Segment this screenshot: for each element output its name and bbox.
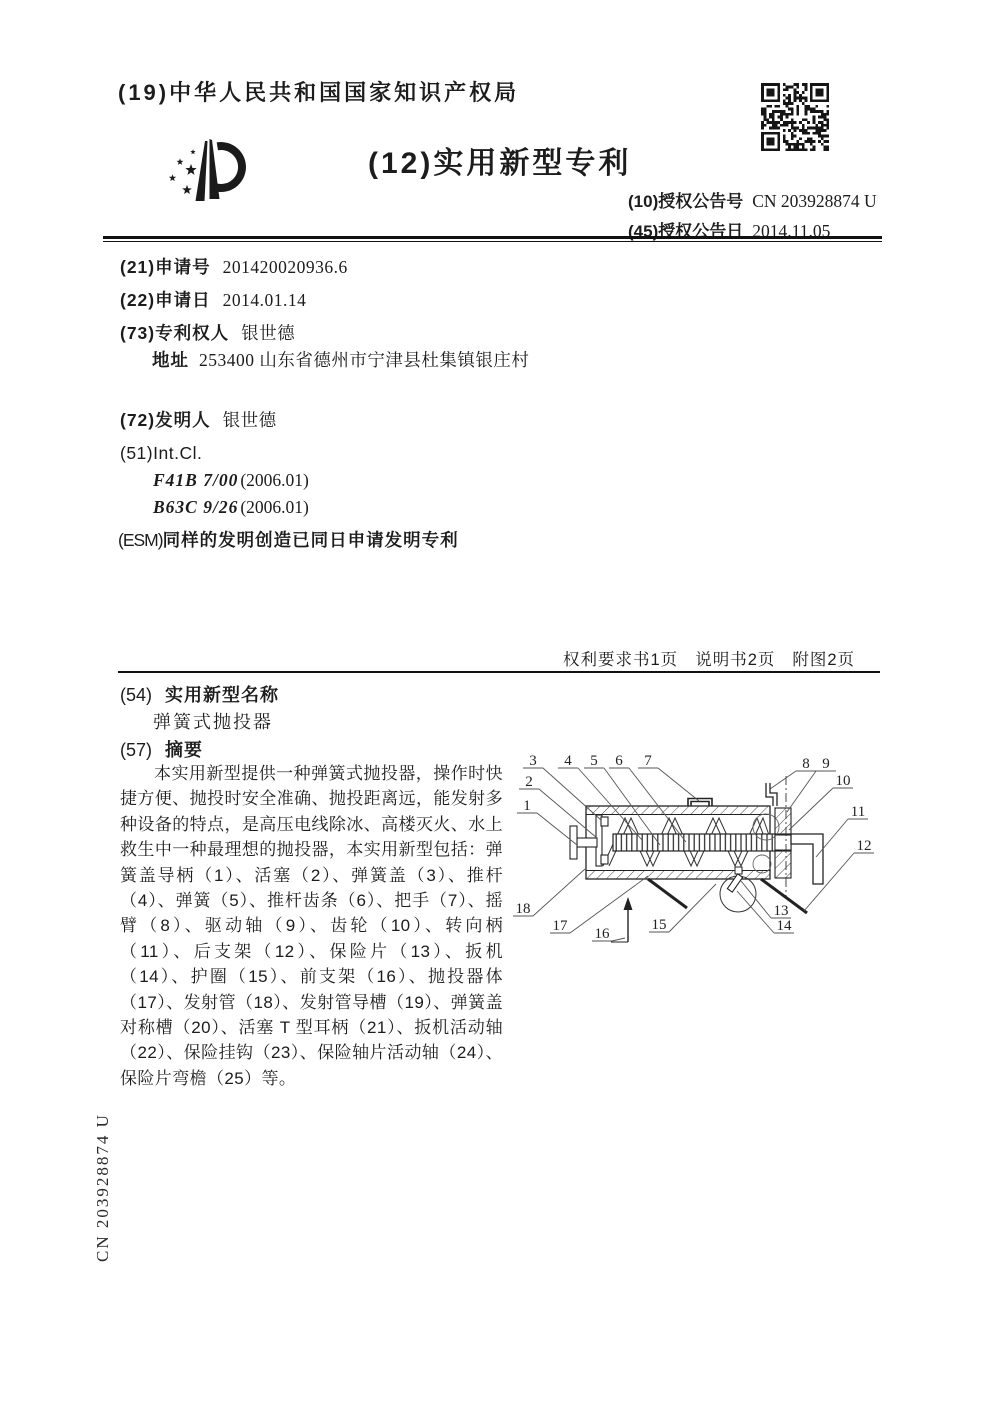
- claims-pages: 权利要求书1页: [563, 651, 679, 669]
- svg-text:15: 15: [651, 917, 667, 933]
- abstract-paragraph: 本实用新型提供一种弹簧式抛投器，操作时快捷方便、抛投时安全准确、抛投距离远，能发射多种设备的特点，是高压电线除冰、高楼灭火、水上救生中一种最理想的抛投器，本实用新型包括：弹簧盖导柄（1）、活塞（2）、弹簧盖（3）、推杆（4）、弹簧（5）、推杆齿条（6）、把手（7）、摇臂（8）、驱动轴（9）、齿轮（10）、转向柄（11）、后支架（12）、保险片（13）、扳机（14）、护圈（15）、前支架（16）、抛投器体（17）、发射管（18）、发射管导槽（19）、弹簧盖对称槽（20）、活塞 T 型耳柄（21）、扳机活动轴（22）、保险挂钩（23）、保险轴片活动轴（24）、保险片弯檐（25）等。: [120, 764, 503, 1088]
- logo-spire-left: [196, 141, 208, 201]
- pagination-line: [563, 646, 855, 670]
- abstract-section-heading: [120, 736, 203, 762]
- int-cl-label: (51)Int.Cl.: [120, 443, 203, 463]
- patent-figure: [510, 740, 885, 950]
- patent-kind-title: (12)实用新型专利: [368, 147, 632, 180]
- header-rule-thick: [103, 236, 882, 239]
- application-date-label: (22)申请日: [120, 290, 211, 310]
- svg-text:11: 11: [850, 804, 866, 820]
- abstract-text: [120, 761, 503, 1091]
- publication-date-value: 2014.11.05: [752, 221, 831, 241]
- cnipa-logo: [168, 137, 250, 207]
- push-rod-rack: [613, 834, 791, 851]
- patentee-address-row: [152, 347, 546, 373]
- section-rule: [118, 671, 880, 673]
- int-cl-code: F41B 7/00: [153, 470, 239, 490]
- logo-crescent: [210, 142, 246, 192]
- svg-text:13: 13: [773, 903, 789, 919]
- utility-model-title: 弹簧式抛投器: [153, 712, 273, 732]
- abstract-section-num: (57): [120, 740, 153, 760]
- int-cl-entry: [153, 470, 309, 491]
- svg-text:17: 17: [552, 918, 568, 934]
- int-cl-edition: (2006.01): [240, 470, 309, 490]
- svg-text:8: 8: [802, 756, 810, 772]
- patentee-label: (73)专利权人: [120, 323, 230, 343]
- header-rule-thin: [103, 241, 882, 242]
- application-date-row: [120, 287, 306, 312]
- svg-text:14: 14: [776, 918, 792, 934]
- svg-text:6: 6: [615, 753, 623, 769]
- esm-text: 同样的发明创造已同日申请发明专利: [162, 530, 459, 550]
- turning-handle: [791, 834, 823, 884]
- esm-note-row: [118, 527, 459, 552]
- int-cl-edition: (2006.01): [240, 497, 309, 517]
- patentee-value: 银世德: [241, 323, 296, 343]
- description-pages: 说明书2页: [695, 651, 776, 669]
- address-label: 地址: [152, 350, 189, 370]
- svg-text:2: 2: [525, 774, 533, 790]
- svg-text:7: 7: [644, 753, 652, 769]
- publication-number-value: CN 203928874 U: [752, 191, 877, 211]
- abstract-section-label: 摘要: [165, 740, 204, 760]
- title-section-num: (54): [120, 685, 153, 705]
- title-section-label: 实用新型名称: [165, 685, 280, 705]
- publication-number-label: (10)授权公告号: [628, 192, 744, 211]
- inventor-label: (72)发明人: [120, 410, 211, 430]
- qr-code: [761, 83, 829, 151]
- application-number-value: 201420020936.6: [222, 257, 348, 277]
- application-number-label: (21)申请号: [120, 257, 211, 277]
- address-value: 253400 山东省德州市宁津县杜集镇银庄村: [199, 350, 530, 370]
- application-number-row: [120, 254, 348, 279]
- svg-text:4: 4: [564, 753, 572, 769]
- svg-text:9: 9: [822, 756, 830, 772]
- logo-stars: [169, 149, 197, 194]
- esm-num: (ESM): [118, 530, 163, 550]
- sideways-doc-number: CN 203928874 U: [93, 1113, 112, 1262]
- svg-text:5: 5: [590, 753, 598, 769]
- patentee-row: [120, 320, 295, 345]
- int-cl-entry: [153, 497, 309, 518]
- issuing-office-title: (19)中华人民共和国国家知识产权局: [118, 80, 520, 105]
- svg-text:1: 1: [523, 798, 531, 814]
- title-section-heading: [120, 681, 279, 707]
- publication-date-label: (45)授权公告日: [628, 222, 744, 241]
- int-cl-code: B63C 9/26: [153, 497, 239, 517]
- figure-pages: 附图2页: [792, 651, 856, 669]
- application-date-value: 2014.01.14: [222, 290, 307, 310]
- svg-text:3: 3: [529, 753, 537, 769]
- inventor-row: [120, 407, 277, 432]
- svg-text:18: 18: [515, 901, 531, 917]
- inventor-value: 银世德: [222, 410, 277, 430]
- carry-handle: [688, 799, 712, 807]
- svg-text:16: 16: [594, 926, 610, 942]
- publication-number-row: [628, 187, 877, 212]
- svg-text:10: 10: [835, 773, 851, 789]
- svg-text:12: 12: [856, 838, 872, 854]
